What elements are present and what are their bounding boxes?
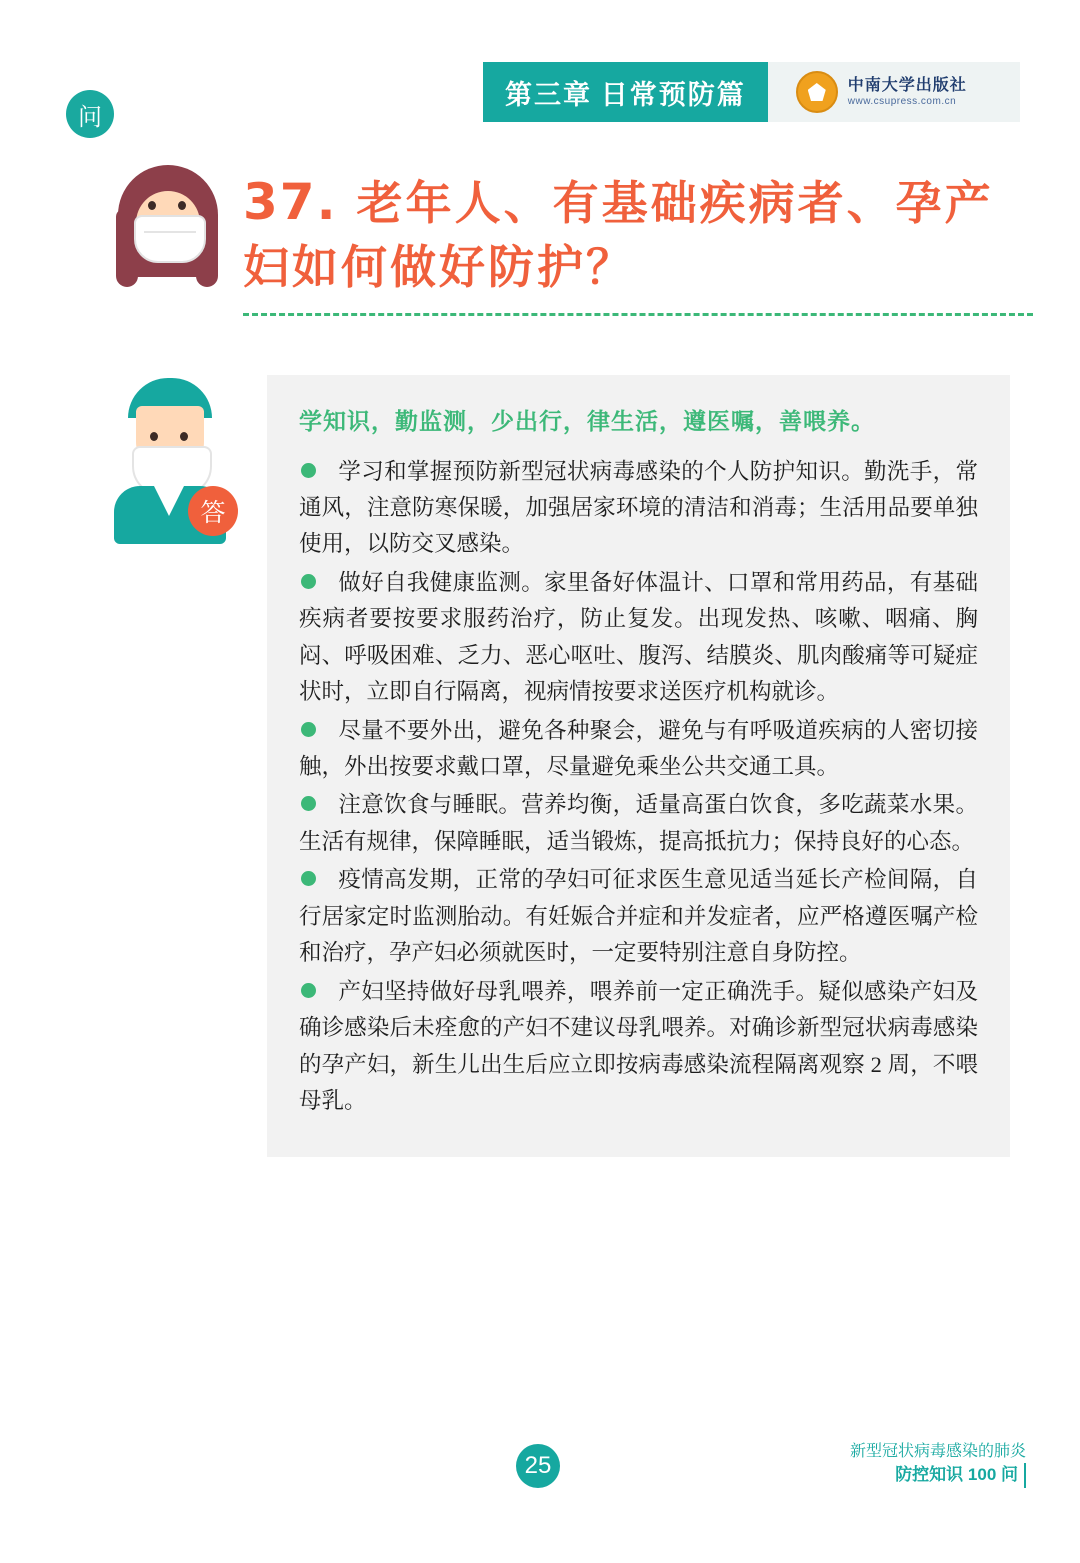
section-divider [243,313,1033,316]
answer-bullet-text: 产妇坚持做好母乳喂养，喂养前一定正确洗手。疑似感染产妇及确诊感染后未痊愈的产妇不建议母乳喂养。对确诊新型冠状病毒感染的孕产妇，新生儿出生后应立即按病毒感染流程隔离观察 2 周，不喂母乳。 [299,978,978,1113]
answer-bullet-text: 尽量不要外出，避免各种聚会，避免与有呼吸道疾病的人密切接触，外出按要求戴口罩，尽量避免乘坐公共交通工具。 [299,717,978,779]
answer-lead: 学知识，勤监测，少出行，律生活，遵医嘱，善喂养。 [299,409,875,434]
footer-brand-line2: 防控知识 100 问 [895,1463,1026,1488]
page-header [483,62,1020,122]
doctor-eye-right [180,432,188,441]
answer-bullet [299,565,978,711]
bullet-dot-icon [301,463,316,478]
question-badge: 问 [66,90,114,138]
question-avatar [112,165,224,290]
bullet-dot-icon [301,871,316,886]
page-title [243,168,1033,299]
page-number: 25 [516,1444,560,1488]
bullet-dot-icon [301,722,316,737]
answer-bullet [299,787,978,860]
answer-avatar [110,378,230,543]
answer-bullet [299,974,978,1120]
answer-bullet-text: 做好自我健康监测。家里备好体温计、口罩和常用药品，有基础疾病者要按要求服药治疗，防止复发。出现发热、咳嗽、咽痛、胸闷、呼吸困难、乏力、恶心呕吐、腹泻、结膜炎、肌肉酸痛等可疑症状时，立即自行隔离，视病情按要求送医疗机构就诊。 [299,569,978,705]
bullet-dot-icon [301,574,316,589]
publisher-name: 中南大学出版社 [847,76,967,94]
answer-bullet [299,454,978,563]
answer-bullet-text: 疫情高发期，正常的孕妇可征求医生意见适当延长产检间隔，自行居家定时监测胎动。有妊娠合并症和并发症者，应严格遵医嘱产检和治疗，孕产妇必须就医时，一定要特别注意自身防控。 [299,867,978,966]
avatar-eye-left [148,201,156,210]
question-title-line2: 妇如何做好防护？ [243,240,635,294]
answer-bullet [299,713,978,786]
footer-brand [850,1440,1026,1488]
avatar-eye-right [178,201,186,210]
bullet-dot-icon [301,983,316,998]
face-mask-icon [134,215,206,263]
publisher-block [768,62,1020,122]
publisher-url: www.csupress.com.cn [847,95,957,107]
answer-bullet-text: 学习和掌握预防新型冠状病毒感染的个人防护知识。勤洗手，常通风，注意防寒保暖，加强居家环境的清洁和消毒；生活用品要单独使用，以防交叉感染。 [299,458,978,557]
publisher-seal-icon [796,71,838,113]
chapter-tab: 第三章 日常预防篇 [483,62,768,122]
bullet-dot-icon [301,796,316,811]
publisher-text [848,76,967,109]
question-title-line1: 老年人、有基础疾病者、孕产 [356,176,994,230]
answer-card [267,375,1010,1157]
answer-bullet [299,862,978,971]
footer-brand-line1: 新型冠状病毒感染的肺炎 [849,1443,1026,1460]
question-number: 37. [243,173,338,231]
answer-badge: 答 [188,486,238,536]
answer-bullet-text: 注意饮食与睡眠。营养均衡，适量高蛋白饮食，多吃蔬菜水果。生活有规律，保障睡眠，适当锻炼，提高抵抗力；保持良好的心态。 [299,792,978,854]
doctor-eye-left [150,432,158,441]
